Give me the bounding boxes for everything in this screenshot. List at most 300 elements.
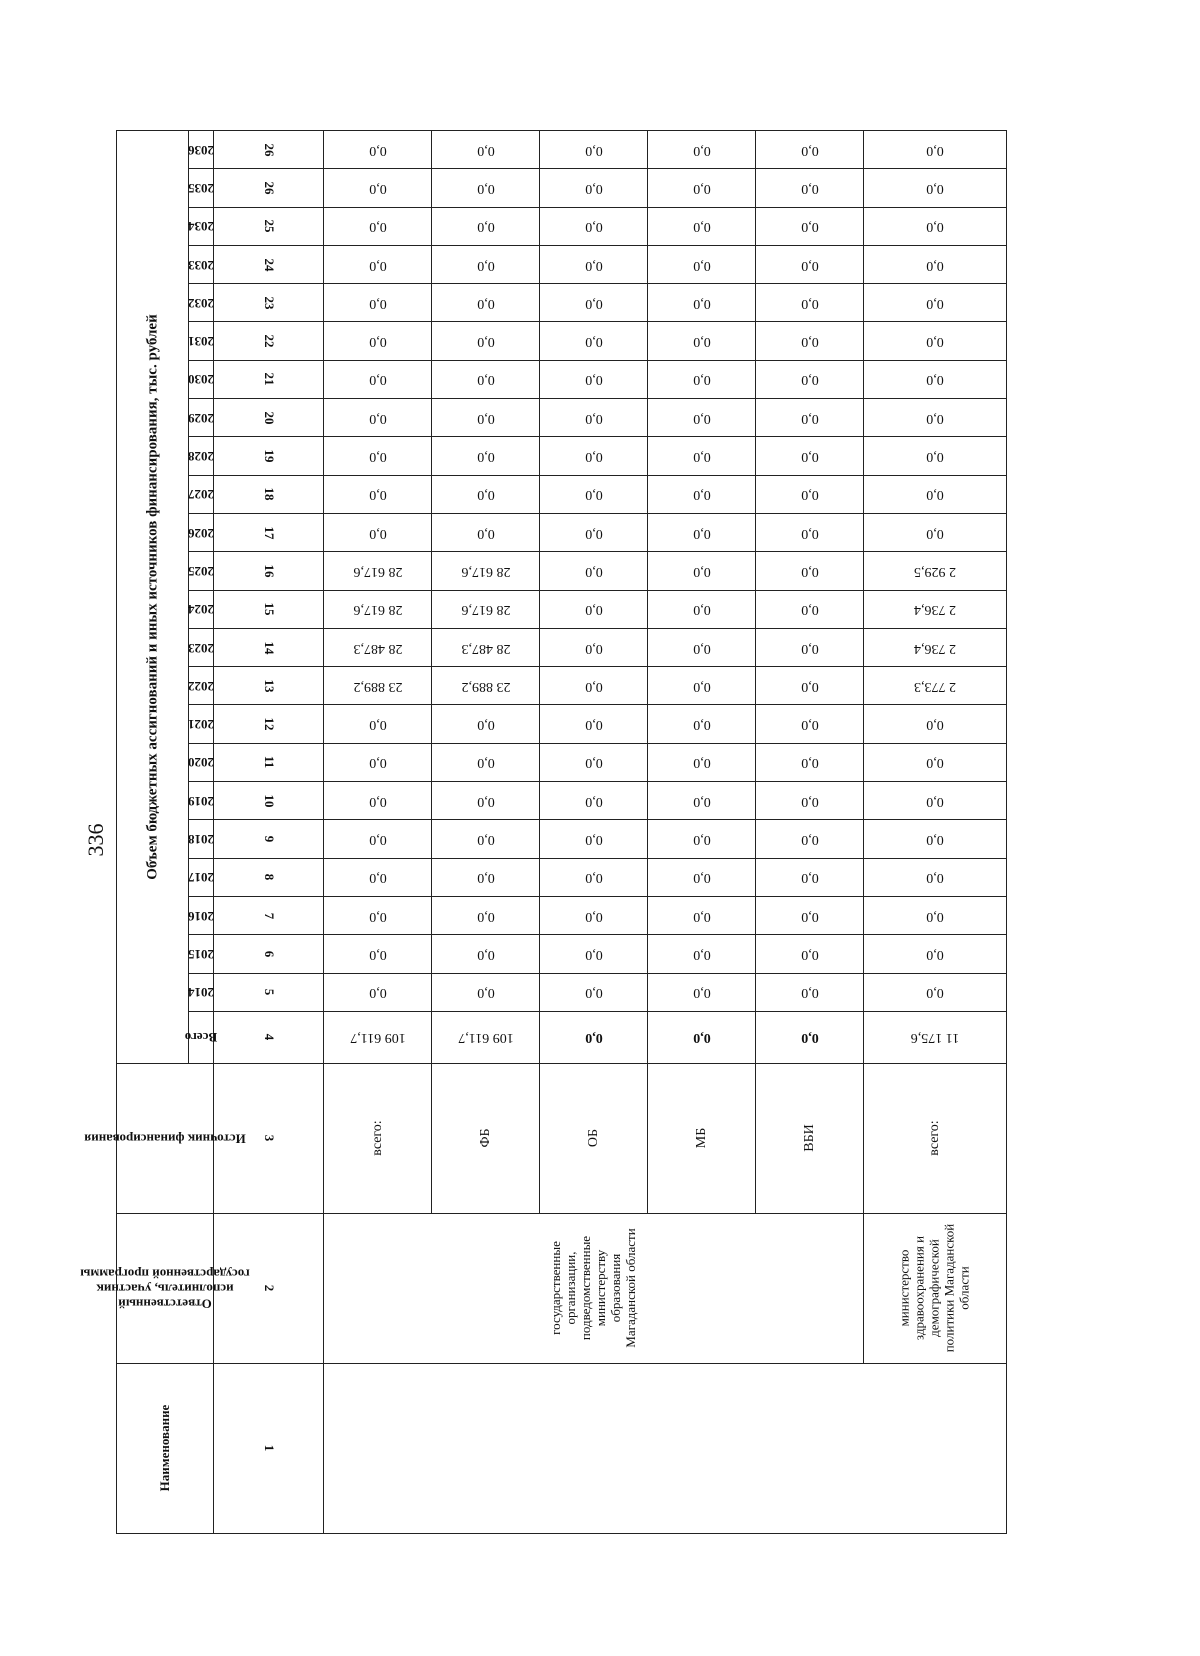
value-cell-text: 0,0 (368, 142, 387, 158)
value-cell-text: 0,0 (584, 219, 603, 235)
main-header (117, 131, 189, 1064)
value-cell-text: 0,0 (476, 831, 495, 847)
value-cell-text: 0,0 (800, 793, 819, 809)
year-header (189, 628, 214, 666)
year-header (189, 820, 214, 858)
value-cell (432, 513, 540, 551)
value-cell-text: 0,0 (692, 449, 711, 465)
value-cell (648, 322, 756, 360)
value-cell (432, 858, 540, 896)
value-cell (648, 973, 756, 1011)
value-cell-text: 0,0 (584, 334, 603, 350)
value-cell-text: 0,0 (368, 755, 387, 771)
value-cell-text: 0,0 (692, 640, 711, 656)
value-cell-text: 0,0 (692, 908, 711, 924)
value-cell (648, 705, 756, 743)
value-cell (432, 935, 540, 973)
value-cell (324, 207, 432, 245)
value-cell (756, 743, 864, 781)
value-cell-text: 0,0 (692, 410, 711, 426)
year-header (189, 169, 214, 207)
col-number-text: 12 (261, 717, 277, 731)
value-cell (432, 169, 540, 207)
value-cell (540, 667, 648, 705)
value-cell-text: 0,0 (476, 525, 495, 541)
value-cell-text: 0,0 (800, 180, 819, 196)
value-cell (540, 207, 648, 245)
value-cell-text: 0,0 (476, 908, 495, 924)
executor-header (80, 1213, 250, 1363)
name-header (117, 1363, 214, 1533)
total-cell-text: 109 611,7 (349, 1030, 406, 1046)
value-cell (648, 590, 756, 628)
value-cell-text: 0,0 (692, 831, 711, 847)
value-cell-text: 0,0 (800, 831, 819, 847)
value-cell (324, 973, 432, 1011)
value-cell-text: 0,0 (368, 487, 387, 503)
source-cell-text: МБ (693, 1128, 709, 1149)
value-cell (432, 667, 540, 705)
value-cell-text: 0,0 (584, 410, 603, 426)
value-cell-text: 0,0 (584, 755, 603, 771)
col-number-text: 18 (261, 487, 277, 501)
value-cell-text: 0,0 (368, 946, 387, 962)
value-cell-text: 0,0 (476, 295, 495, 311)
source-cell (756, 1063, 864, 1213)
total-cell (864, 1011, 1007, 1063)
value-cell-text: 2 736,4 (914, 640, 956, 656)
value-cell (756, 552, 864, 590)
value-cell (648, 935, 756, 973)
value-cell-text: 0,0 (584, 449, 603, 465)
value-cell (324, 475, 432, 513)
value-cell (540, 475, 648, 513)
executor-cell-health-text: министерство здравоохранения и демографической политики Магаданской области (896, 1224, 972, 1353)
col-number-text: 26 (261, 143, 277, 157)
col-number (214, 1011, 324, 1063)
value-cell (324, 131, 432, 169)
col-number (214, 1063, 324, 1213)
col-number (214, 322, 324, 360)
value-cell (540, 896, 648, 934)
value-cell-text: 28 617,6 (461, 563, 510, 579)
year-header-text: 2025 (188, 563, 214, 579)
value-cell-text: 0,0 (368, 180, 387, 196)
value-cell-text: 2 929,5 (914, 563, 956, 579)
value-cell-text: 0,0 (800, 678, 819, 694)
value-cell-text: 0,0 (692, 946, 711, 962)
source-cell-text: всего: (927, 1120, 942, 1157)
col-number-text: 14 (261, 641, 277, 654)
value-cell-text: 23 889,2 (461, 678, 510, 694)
value-cell (648, 628, 756, 666)
value-cell (324, 284, 432, 322)
value-cell-text: 0,0 (926, 793, 944, 809)
value-cell-text: 0,0 (800, 563, 819, 579)
value-cell-text: 0,0 (926, 831, 944, 847)
value-cell (864, 667, 1007, 705)
value-cell (648, 245, 756, 283)
year-header (189, 705, 214, 743)
value-cell-text: 0,0 (368, 908, 387, 924)
year-header-text: 2018 (188, 831, 214, 847)
col-number-text: 11 (261, 756, 277, 769)
year-header (189, 437, 214, 475)
source-cell-text: ОБ (585, 1129, 601, 1148)
col-number (214, 743, 324, 781)
value-cell-text: 0,0 (800, 908, 819, 924)
value-cell (864, 360, 1007, 398)
value-cell-text: 0,0 (692, 295, 711, 311)
value-cell (864, 820, 1007, 858)
year-header (189, 284, 214, 322)
year-header-text: 2026 (188, 525, 214, 541)
value-cell (432, 590, 540, 628)
value-cell-text: 28 617,6 (353, 563, 402, 579)
value-cell (540, 131, 648, 169)
value-cell-text: 0,0 (476, 334, 495, 350)
value-cell (324, 628, 432, 666)
value-cell (432, 360, 540, 398)
col-number (214, 858, 324, 896)
value-cell-text: 0,0 (584, 946, 603, 962)
value-cell (864, 475, 1007, 513)
value-cell (864, 743, 1007, 781)
value-cell-text: 0,0 (692, 563, 711, 579)
value-cell-text: 0,0 (926, 334, 944, 350)
value-cell-text: 0,0 (584, 180, 603, 196)
value-cell-text: 0,0 (368, 831, 387, 847)
year-header-text: 2036 (188, 142, 214, 158)
value-cell-text: 0,0 (476, 717, 495, 733)
value-cell-text: 0,0 (584, 717, 603, 733)
value-cell-text: 0,0 (692, 755, 711, 771)
value-cell-text: 0,0 (692, 487, 711, 503)
value-cell-text: 0,0 (584, 870, 603, 886)
col-number-text: 21 (261, 372, 277, 386)
name-cell (324, 1363, 1007, 1533)
year-header-text: 2021 (188, 717, 214, 733)
col-number (214, 245, 324, 283)
source-cell (864, 1063, 1007, 1213)
source-cell (324, 1063, 432, 1213)
value-cell-text: 0,0 (692, 985, 711, 1001)
year-header-text: 2017 (188, 870, 214, 886)
value-cell (432, 475, 540, 513)
value-cell-text: 0,0 (368, 410, 387, 426)
value-cell (864, 169, 1007, 207)
value-cell-text: 0,0 (476, 793, 495, 809)
value-cell (324, 705, 432, 743)
value-cell (648, 207, 756, 245)
page-number: 336 (83, 823, 108, 857)
value-cell-text: 0,0 (926, 717, 944, 733)
col-number (214, 552, 324, 590)
year-header (189, 896, 214, 934)
col-number (214, 284, 324, 322)
col-number (214, 513, 324, 551)
value-cell (324, 858, 432, 896)
value-cell-text: 0,0 (584, 985, 603, 1001)
value-cell (648, 782, 756, 820)
value-cell-text: 0,0 (368, 334, 387, 350)
col-number-text: 25 (261, 219, 277, 233)
value-cell (756, 973, 864, 1011)
value-cell (540, 820, 648, 858)
value-cell-text: 0,0 (476, 180, 495, 196)
value-cell (864, 322, 1007, 360)
value-cell-text: 0,0 (476, 257, 495, 273)
col-number (214, 896, 324, 934)
value-cell (756, 820, 864, 858)
value-cell (864, 437, 1007, 475)
col-number-text: 7 (261, 912, 277, 919)
value-cell (324, 667, 432, 705)
value-cell-text: 0,0 (800, 142, 819, 158)
year-header-text: 2030 (188, 372, 214, 388)
year-header-text: 2033 (188, 257, 214, 273)
col-number (214, 360, 324, 398)
value-cell-text: 0,0 (800, 755, 819, 771)
value-cell (324, 245, 432, 283)
value-cell (540, 322, 648, 360)
value-cell-text: 0,0 (692, 678, 711, 694)
value-cell (864, 131, 1007, 169)
value-cell (432, 628, 540, 666)
year-header (189, 360, 214, 398)
value-cell-text: 0,0 (926, 410, 944, 426)
value-cell-text: 0,0 (692, 180, 711, 196)
year-header (189, 552, 214, 590)
value-cell (432, 207, 540, 245)
year-header-text: 2035 (188, 180, 214, 196)
year-header-text: 2014 (188, 985, 214, 1001)
col-number-text: 16 (261, 564, 277, 578)
value-cell (648, 399, 756, 437)
value-cell-text: 0,0 (692, 793, 711, 809)
year-header-text: 2028 (188, 449, 214, 465)
value-cell (648, 437, 756, 475)
value-cell-text: 0,0 (584, 295, 603, 311)
value-cell-text: 28 487,3 (461, 640, 510, 656)
value-cell-text: 0,0 (584, 487, 603, 503)
col-number-text: 17 (261, 526, 277, 540)
year-header (189, 782, 214, 820)
value-cell (540, 284, 648, 322)
col-number (214, 705, 324, 743)
value-cell (648, 743, 756, 781)
value-cell-text: 0,0 (800, 410, 819, 426)
executor-header-text: Ответственный исполнитель, участник государственной программы (80, 1266, 250, 1312)
value-cell-text: 28 617,6 (353, 602, 402, 618)
value-cell (432, 437, 540, 475)
value-cell (756, 513, 864, 551)
year-header (189, 513, 214, 551)
col-number-text: 3 (261, 1135, 277, 1142)
col-number (214, 1213, 324, 1363)
value-cell-text: 0,0 (692, 525, 711, 541)
total-header (184, 1011, 218, 1063)
value-cell (756, 628, 864, 666)
value-cell-text: 0,0 (476, 487, 495, 503)
year-header-text: 2019 (188, 793, 214, 809)
total-header-text: Всего (184, 1030, 218, 1046)
value-cell (324, 322, 432, 360)
value-cell (432, 973, 540, 1011)
value-cell-text: 0,0 (692, 257, 711, 273)
value-cell-text: 0,0 (476, 870, 495, 886)
year-header (189, 475, 214, 513)
value-cell (864, 552, 1007, 590)
value-cell-text: 0,0 (692, 717, 711, 733)
value-cell (864, 973, 1007, 1011)
value-cell-text: 0,0 (584, 525, 603, 541)
value-cell (324, 552, 432, 590)
col-number (214, 475, 324, 513)
total-cell (432, 1011, 540, 1063)
value-cell (540, 245, 648, 283)
value-cell-text: 0,0 (368, 870, 387, 886)
year-header-text: 2027 (188, 487, 214, 503)
value-cell-text: 0,0 (926, 908, 944, 924)
value-cell (648, 169, 756, 207)
value-cell (324, 513, 432, 551)
value-cell-text: 0,0 (368, 449, 387, 465)
value-cell-text: 0,0 (926, 985, 944, 1001)
value-cell-text: 0,0 (584, 372, 603, 388)
value-cell (648, 360, 756, 398)
value-cell (324, 590, 432, 628)
value-cell (540, 973, 648, 1011)
col-number-text: 15 (261, 602, 277, 616)
col-number (214, 131, 324, 169)
value-cell (432, 782, 540, 820)
value-cell-text: 0,0 (926, 449, 944, 465)
col-number (214, 1363, 324, 1533)
total-cell-text: 0,0 (692, 1030, 711, 1046)
value-cell (648, 475, 756, 513)
value-cell-text: 0,0 (926, 142, 944, 158)
value-cell-text: 28 617,6 (461, 602, 510, 618)
value-cell-text: 0,0 (692, 219, 711, 235)
year-header (189, 245, 214, 283)
value-cell (324, 896, 432, 934)
value-cell (756, 896, 864, 934)
col-number (214, 628, 324, 666)
executor-cell-edu (324, 1213, 864, 1363)
value-cell-text: 0,0 (584, 563, 603, 579)
value-cell (324, 935, 432, 973)
value-cell-text: 0,0 (368, 793, 387, 809)
total-cell-text: 0,0 (584, 1030, 603, 1046)
executor-cell-health (864, 1213, 1007, 1363)
source-cell-text: ФБ (477, 1128, 493, 1148)
value-cell-text: 0,0 (368, 525, 387, 541)
total-cell-text: 0,0 (800, 1030, 819, 1046)
year-header-text: 2031 (188, 334, 214, 350)
col-number-text: 23 (261, 296, 277, 310)
year-header (189, 399, 214, 437)
total-cell-text: 109 611,7 (457, 1030, 514, 1046)
total-cell-text: 11 175,6 (910, 1030, 960, 1046)
value-cell (648, 667, 756, 705)
value-cell-text: 0,0 (476, 142, 495, 158)
value-cell (648, 552, 756, 590)
value-cell (432, 705, 540, 743)
value-cell (540, 590, 648, 628)
value-cell-text: 28 487,3 (353, 640, 402, 656)
value-cell (324, 360, 432, 398)
value-cell (756, 935, 864, 973)
value-cell-text: 0,0 (476, 219, 495, 235)
source-cell (648, 1063, 756, 1213)
value-cell-text: 0,0 (584, 257, 603, 273)
main-header-text: Объем бюджетных ассигнований и иных источников финансирования, тыс. рублей (144, 314, 160, 880)
value-cell-text: 0,0 (800, 257, 819, 273)
value-cell-text: 0,0 (584, 831, 603, 847)
value-cell-text: 0,0 (368, 717, 387, 733)
value-cell (756, 131, 864, 169)
value-cell (648, 131, 756, 169)
value-cell (648, 513, 756, 551)
value-cell (756, 322, 864, 360)
value-cell (324, 820, 432, 858)
total-cell (648, 1011, 756, 1063)
value-cell-text: 0,0 (476, 755, 495, 771)
value-cell-text: 0,0 (692, 372, 711, 388)
value-cell (540, 743, 648, 781)
value-cell (864, 896, 1007, 934)
value-cell (432, 820, 540, 858)
value-cell-text: 0,0 (800, 640, 819, 656)
value-cell (864, 782, 1007, 820)
value-cell (540, 399, 648, 437)
value-cell-text: 0,0 (476, 946, 495, 962)
value-cell-text: 0,0 (584, 142, 603, 158)
col-number-text: 22 (261, 334, 277, 348)
total-cell (324, 1011, 432, 1063)
value-cell (540, 360, 648, 398)
year-header-text: 2015 (188, 946, 214, 962)
value-cell-text: 0,0 (476, 410, 495, 426)
col-number (214, 820, 324, 858)
value-cell-text: 0,0 (368, 372, 387, 388)
source-header-text: Источник финансирования (84, 1131, 246, 1147)
value-cell (756, 360, 864, 398)
value-cell-text: 0,0 (800, 334, 819, 350)
value-cell-text: 23 889,2 (353, 678, 402, 694)
value-cell-text: 0,0 (368, 219, 387, 235)
col-number-text: 5 (261, 988, 277, 996)
col-number-text: 8 (261, 874, 277, 881)
value-cell-text: 0,0 (476, 985, 495, 1001)
col-number-text: 9 (261, 835, 277, 843)
value-cell-text: 0,0 (800, 487, 819, 503)
value-cell-text: 2 773,3 (914, 678, 956, 694)
value-cell (864, 284, 1007, 322)
value-cell-text: 0,0 (926, 487, 944, 503)
col-number-text: 1 (261, 1445, 277, 1452)
value-cell (756, 858, 864, 896)
value-cell-text: 0,0 (368, 257, 387, 273)
value-cell (756, 437, 864, 475)
value-cell-text: 0,0 (926, 755, 944, 771)
value-cell (324, 743, 432, 781)
col-number-text: 24 (261, 258, 277, 272)
value-cell-text: 0,0 (926, 870, 944, 886)
value-cell-text: 0,0 (926, 525, 944, 541)
name-header-text: Наименование (157, 1404, 172, 1492)
